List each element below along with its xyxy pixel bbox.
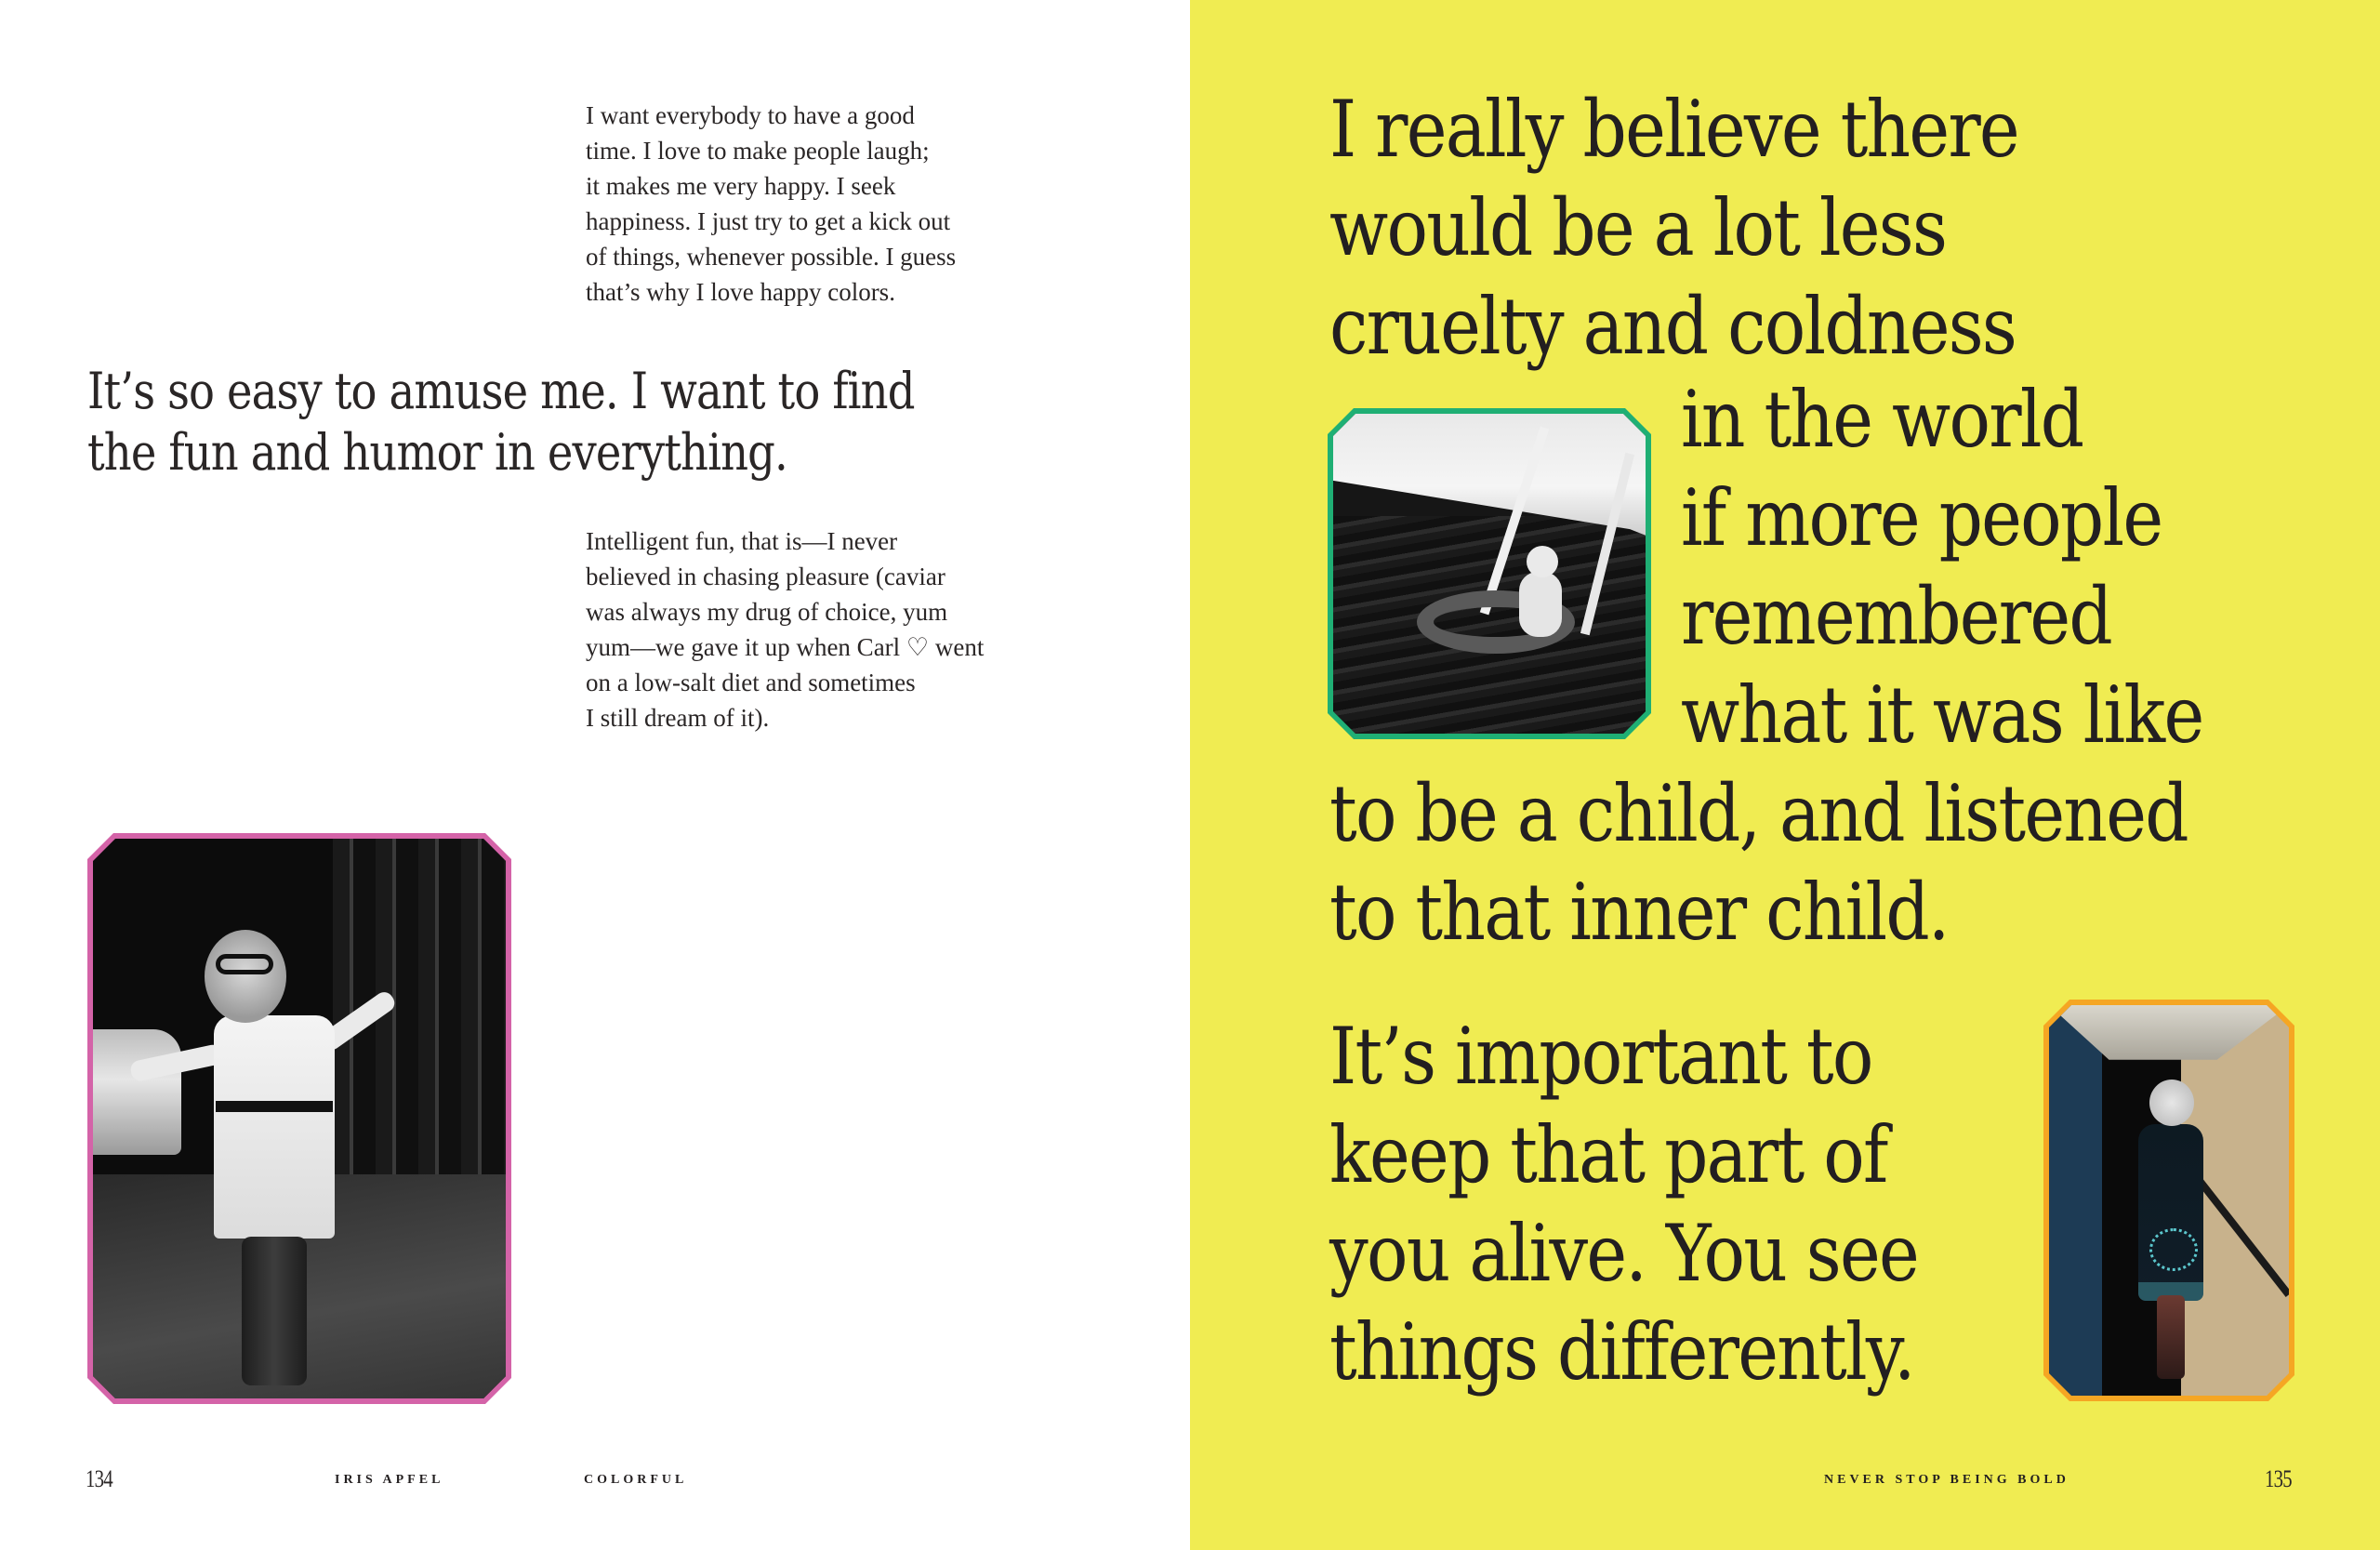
running-head-chapter: NEVER STOP BEING BOLD xyxy=(1824,1473,2069,1487)
text-line: it makes me very happy. I seek xyxy=(586,172,896,200)
quote-line: you alive. You see xyxy=(1329,1208,1918,1299)
page-number-left: 134 xyxy=(86,1465,112,1492)
quote-line: in the world xyxy=(1681,374,2083,465)
photo-frame-pink xyxy=(87,833,511,1404)
photo-frame-orange xyxy=(2043,1000,2294,1401)
photo-car xyxy=(93,1029,181,1155)
photo-legs xyxy=(2157,1295,2185,1379)
running-head-author: IRIS APFEL xyxy=(335,1473,444,1487)
quote-line: if more people xyxy=(1681,472,2162,563)
running-head-section: COLORFUL xyxy=(584,1473,688,1487)
page-number-right: 135 xyxy=(2265,1465,2292,1492)
text-line: on a low-salt diet and sometimes xyxy=(586,669,916,696)
text-line: of things, whenever possible. I guess xyxy=(586,243,957,271)
photo-pool-dock xyxy=(1333,414,1646,734)
photo-dress xyxy=(2138,1124,2203,1301)
quote-line: cruelty and coldness xyxy=(1329,281,2016,372)
photo-hallway xyxy=(2049,1005,2289,1396)
quote-block-a xyxy=(1329,80,2018,376)
quote-block-c xyxy=(1329,764,2188,961)
text-line: that’s why I love happy colors. xyxy=(586,278,895,306)
quote-line: what it was like xyxy=(1681,669,2203,761)
text-line: Intelligent fun, that is—I never xyxy=(586,527,898,555)
quote-line: to be a child, and listened xyxy=(1329,768,2188,859)
photo-legs xyxy=(242,1237,307,1385)
photo-hair xyxy=(2149,1080,2194,1126)
quote-line: things differently. xyxy=(1329,1306,1914,1398)
text-line: I want everybody to have a good xyxy=(586,101,915,129)
quote-line: would be a lot less xyxy=(1329,182,1947,273)
photo-night-street xyxy=(93,839,506,1398)
pull-quote xyxy=(87,361,915,484)
photo-frame-green xyxy=(1328,408,1651,739)
pull-quote-line: the fun and humor in everything. xyxy=(87,423,787,482)
glasses-icon xyxy=(216,954,273,974)
quote-line: remembered xyxy=(1681,571,2111,662)
photo-ceiling xyxy=(2049,1005,2289,1060)
quote-block-b xyxy=(1681,370,2202,764)
text-line: I still dream of it). xyxy=(586,704,770,732)
quote-line: keep that part of xyxy=(1329,1109,1887,1200)
photo-person-body xyxy=(214,1015,335,1239)
body-copy-paragraph-2 xyxy=(586,523,1069,735)
photo-belt xyxy=(216,1101,333,1112)
photo-swimmer xyxy=(1519,572,1562,637)
body-copy-paragraph-1 xyxy=(586,98,1069,310)
text-line: believed in chasing pleasure (caviar xyxy=(586,563,945,590)
photo-swimmer-head xyxy=(1527,546,1558,577)
text-line: happiness. I just try to get a kick out xyxy=(586,207,951,235)
text-line: time. I love to make people laugh; xyxy=(586,137,930,165)
photo-handrail xyxy=(2188,1168,2289,1297)
quote-line: It’s important to xyxy=(1329,1011,1872,1102)
quote-line: I really believe there xyxy=(1329,84,2018,175)
text-line: was always my drug of choice, yum xyxy=(586,598,948,626)
quote-line: to that inner child. xyxy=(1329,867,1949,958)
photo-person-head xyxy=(205,930,286,1023)
quote-block-d xyxy=(1329,1007,1918,1401)
photo-dress-embroidery xyxy=(2149,1228,2198,1271)
text-line: yum—we gave it up when Carl ♡ went xyxy=(586,633,985,661)
pull-quote-line: It’s so easy to amuse me. I want to find xyxy=(87,362,915,420)
